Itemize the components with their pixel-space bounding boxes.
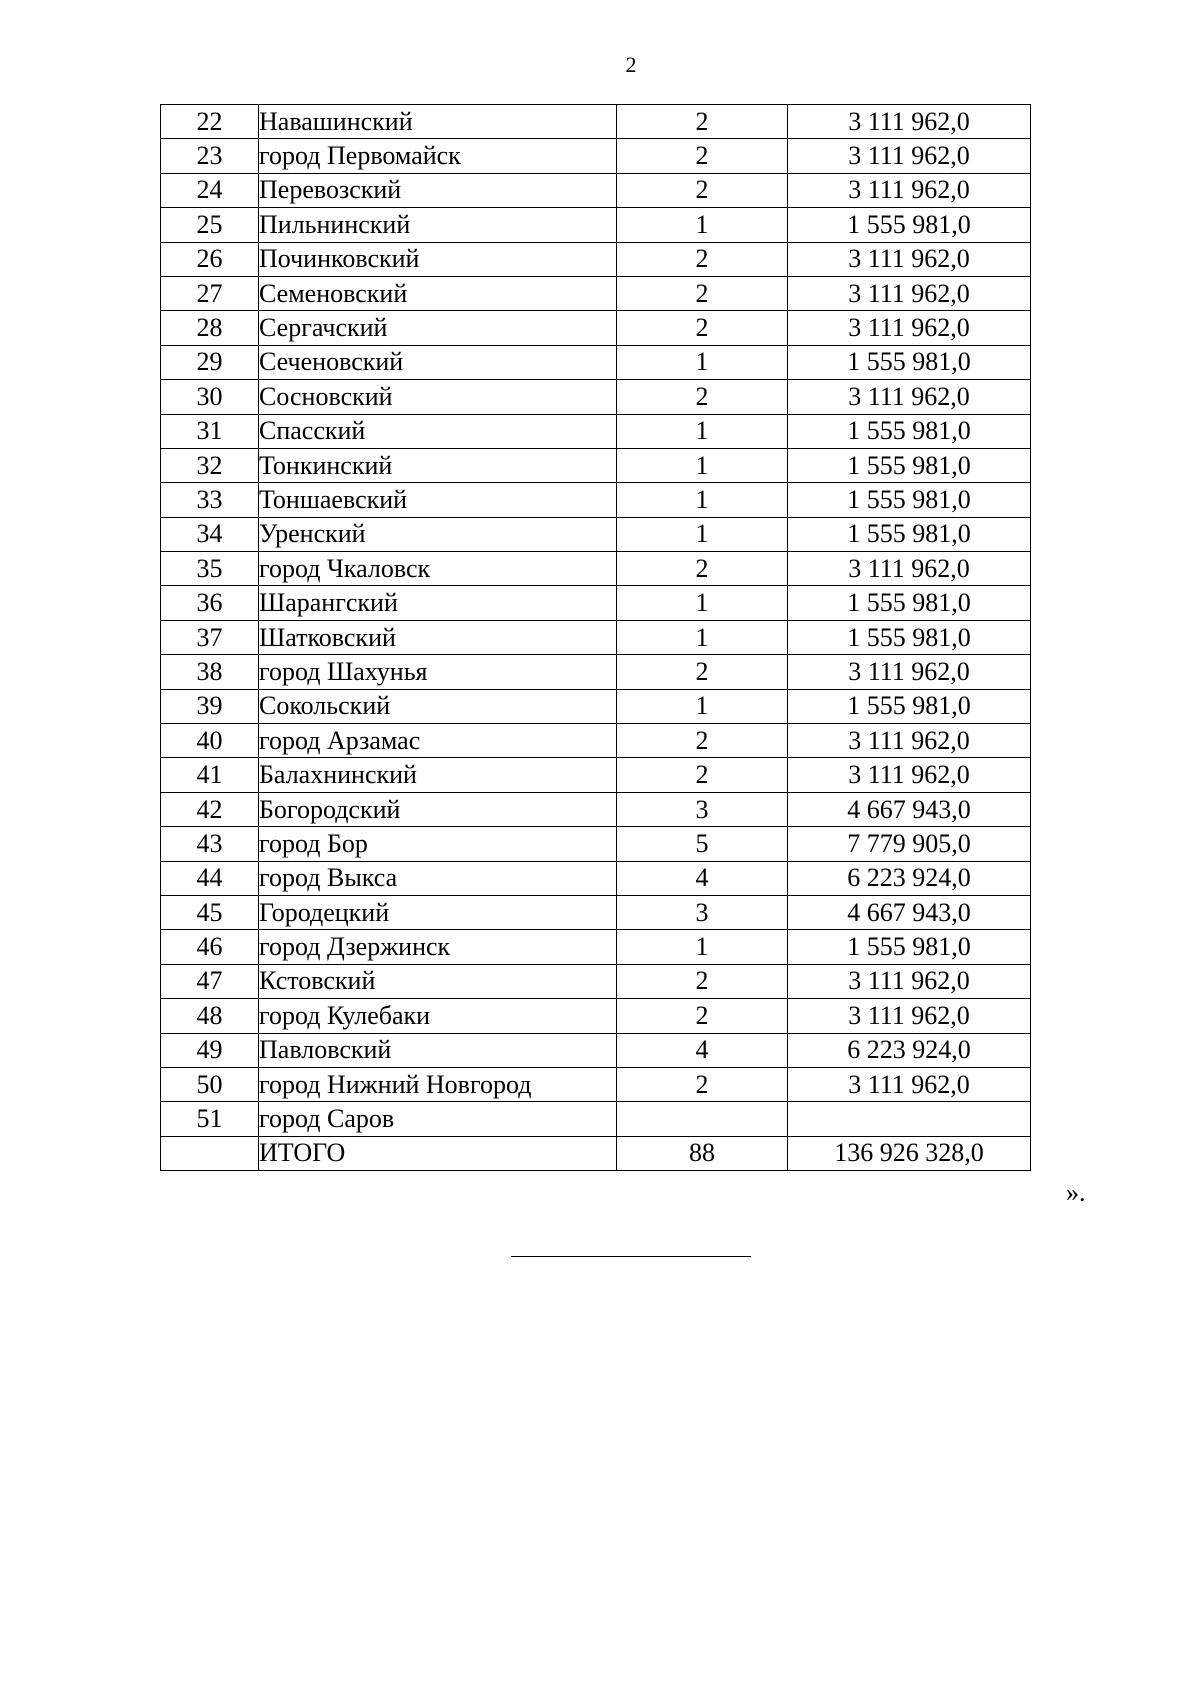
cell-number: 43 — [161, 827, 259, 861]
cell-district: Сосновский — [259, 380, 617, 414]
cell-number: 46 — [161, 930, 259, 964]
table-row — [161, 1033, 1031, 1067]
cell-count: 2 — [617, 105, 788, 139]
cell-count: 2 — [617, 276, 788, 310]
cell-number: 37 — [161, 620, 259, 654]
table-row — [161, 1067, 1031, 1101]
table-row — [161, 139, 1031, 173]
cell-amount: 7 779 905,0 — [788, 827, 1031, 861]
table-row — [161, 380, 1031, 414]
table-row — [161, 586, 1031, 620]
cell-count: 3 — [617, 792, 788, 826]
cell-count: 2 — [617, 552, 788, 586]
cell-number: 31 — [161, 414, 259, 448]
table-row — [161, 861, 1031, 895]
cell-count — [617, 1102, 788, 1136]
cell-district: Уренский — [259, 517, 617, 551]
cell-number: 36 — [161, 586, 259, 620]
cell-number: 24 — [161, 173, 259, 207]
cell-district: Сергачский — [259, 311, 617, 345]
cell-amount: 3 111 962,0 — [788, 1067, 1031, 1101]
cell-number: 50 — [161, 1067, 259, 1101]
cell-amount: 1 555 981,0 — [788, 620, 1031, 654]
cell-amount: 1 555 981,0 — [788, 208, 1031, 242]
cell-amount: 3 111 962,0 — [788, 724, 1031, 758]
cell-district: Починковский — [259, 242, 617, 276]
cell-district: Спасский — [259, 414, 617, 448]
table-row — [161, 276, 1031, 310]
cell-count: 2 — [617, 1067, 788, 1101]
table-row — [161, 655, 1031, 689]
cell-count: 3 — [617, 895, 788, 929]
cell-number: 51 — [161, 1102, 259, 1136]
cell-number: 30 — [161, 380, 259, 414]
cell-count: 2 — [617, 758, 788, 792]
cell-count: 1 — [617, 586, 788, 620]
cell-number: 25 — [161, 208, 259, 242]
cell-count: 88 — [617, 1136, 788, 1170]
table-row — [161, 414, 1031, 448]
cell-amount: 3 111 962,0 — [788, 311, 1031, 345]
cell-amount: 6 223 924,0 — [788, 1033, 1031, 1067]
cell-amount: 1 555 981,0 — [788, 483, 1031, 517]
cell-district: город Арзамас — [259, 724, 617, 758]
cell-amount: 1 555 981,0 — [788, 930, 1031, 964]
cell-amount: 3 111 962,0 — [788, 276, 1031, 310]
table-row — [161, 483, 1031, 517]
cell-district: Семеновский — [259, 276, 617, 310]
cell-count: 2 — [617, 655, 788, 689]
table-row — [161, 1102, 1031, 1136]
cell-number: 34 — [161, 517, 259, 551]
cell-count: 1 — [617, 930, 788, 964]
cell-amount: 3 111 962,0 — [788, 758, 1031, 792]
table-row — [161, 105, 1031, 139]
cell-number: 27 — [161, 276, 259, 310]
cell-count: 1 — [617, 448, 788, 482]
cell-district: город Саров — [259, 1102, 617, 1136]
cell-amount: 1 555 981,0 — [788, 448, 1031, 482]
table-row — [161, 827, 1031, 861]
cell-district: ИТОГО — [259, 1136, 617, 1170]
cell-amount: 4 667 943,0 — [788, 792, 1031, 826]
cell-count: 2 — [617, 999, 788, 1033]
cell-amount: 3 111 962,0 — [788, 173, 1031, 207]
cell-number: 42 — [161, 792, 259, 826]
cell-number: 45 — [161, 895, 259, 929]
cell-amount: 3 111 962,0 — [788, 380, 1031, 414]
cell-number: 39 — [161, 689, 259, 723]
cell-amount: 3 111 962,0 — [788, 655, 1031, 689]
cell-district: Тонкинский — [259, 448, 617, 482]
cell-count: 2 — [617, 173, 788, 207]
cell-district: город Дзержинск — [259, 930, 617, 964]
cell-number: 28 — [161, 311, 259, 345]
cell-number: 29 — [161, 345, 259, 379]
cell-count: 4 — [617, 1033, 788, 1067]
cell-count: 2 — [617, 242, 788, 276]
table-body — [161, 105, 1031, 1171]
cell-number: 33 — [161, 483, 259, 517]
cell-number: 47 — [161, 964, 259, 998]
cell-number: 23 — [161, 139, 259, 173]
cell-count: 1 — [617, 620, 788, 654]
cell-amount: 3 111 962,0 — [788, 242, 1031, 276]
cell-amount: 1 555 981,0 — [788, 689, 1031, 723]
cell-count: 4 — [617, 861, 788, 895]
table-row — [161, 173, 1031, 207]
cell-district: Тоншаевский — [259, 483, 617, 517]
cell-number: 22 — [161, 105, 259, 139]
cell-count: 5 — [617, 827, 788, 861]
cell-number: 49 — [161, 1033, 259, 1067]
allocation-table — [160, 104, 1031, 1171]
cell-amount: 1 555 981,0 — [788, 345, 1031, 379]
cell-district: Шарангский — [259, 586, 617, 620]
table-row — [161, 895, 1031, 929]
cell-district: город Выкса — [259, 861, 617, 895]
table-row — [161, 311, 1031, 345]
closing-quote: ». — [1066, 1178, 1086, 1207]
table-row — [161, 448, 1031, 482]
cell-district: Городецкий — [259, 895, 617, 929]
cell-amount: 1 555 981,0 — [788, 517, 1031, 551]
cell-count: 2 — [617, 311, 788, 345]
cell-amount: 3 111 962,0 — [788, 999, 1031, 1033]
cell-district: город Бор — [259, 827, 617, 861]
cell-district: Сокольский — [259, 689, 617, 723]
cell-number — [161, 1136, 259, 1170]
table-row — [161, 242, 1031, 276]
cell-amount: 1 555 981,0 — [788, 414, 1031, 448]
cell-district: город Кулебаки — [259, 999, 617, 1033]
cell-district: Кстовский — [259, 964, 617, 998]
cell-count: 1 — [617, 414, 788, 448]
cell-district: Шатковский — [259, 620, 617, 654]
cell-count: 1 — [617, 689, 788, 723]
table-row — [161, 999, 1031, 1033]
table-row — [161, 758, 1031, 792]
table-row — [161, 930, 1031, 964]
cell-count: 1 — [617, 345, 788, 379]
cell-district: город Чкаловск — [259, 552, 617, 586]
cell-number: 38 — [161, 655, 259, 689]
cell-amount: 1 555 981,0 — [788, 586, 1031, 620]
table-row — [161, 792, 1031, 826]
cell-district: Павловский — [259, 1033, 617, 1067]
page-number: 2 — [625, 52, 637, 77]
cell-amount: 3 111 962,0 — [788, 552, 1031, 586]
cell-count: 2 — [617, 139, 788, 173]
table-row — [161, 620, 1031, 654]
cell-district: город Нижний Новгород — [259, 1067, 617, 1101]
cell-number: 44 — [161, 861, 259, 895]
cell-district: город Первомайск — [259, 139, 617, 173]
cell-number: 48 — [161, 999, 259, 1033]
table-row — [161, 208, 1031, 242]
cell-number: 26 — [161, 242, 259, 276]
signature-line — [511, 1256, 751, 1257]
cell-number: 41 — [161, 758, 259, 792]
cell-number: 32 — [161, 448, 259, 482]
table-row — [161, 964, 1031, 998]
cell-number: 35 — [161, 552, 259, 586]
cell-amount: 4 667 943,0 — [788, 895, 1031, 929]
cell-count: 2 — [617, 380, 788, 414]
total-row — [161, 1136, 1031, 1170]
cell-district: Балахнинский — [259, 758, 617, 792]
table-row — [161, 552, 1031, 586]
cell-district: город Шахунья — [259, 655, 617, 689]
cell-count: 1 — [617, 208, 788, 242]
cell-district: Сеченовский — [259, 345, 617, 379]
cell-count: 2 — [617, 964, 788, 998]
cell-count: 1 — [617, 483, 788, 517]
cell-amount: 3 111 962,0 — [788, 105, 1031, 139]
table-row — [161, 345, 1031, 379]
cell-district: Богородский — [259, 792, 617, 826]
cell-amount: 3 111 962,0 — [788, 964, 1031, 998]
cell-count: 2 — [617, 724, 788, 758]
cell-district: Навашинский — [259, 105, 617, 139]
cell-amount: 3 111 962,0 — [788, 139, 1031, 173]
cell-district: Пильнинский — [259, 208, 617, 242]
table-row — [161, 517, 1031, 551]
table-row — [161, 689, 1031, 723]
cell-amount — [788, 1102, 1031, 1136]
cell-amount: 6 223 924,0 — [788, 861, 1031, 895]
table-row — [161, 724, 1031, 758]
cell-count: 1 — [617, 517, 788, 551]
cell-amount: 136 926 328,0 — [788, 1136, 1031, 1170]
cell-number: 40 — [161, 724, 259, 758]
cell-district: Перевозский — [259, 173, 617, 207]
